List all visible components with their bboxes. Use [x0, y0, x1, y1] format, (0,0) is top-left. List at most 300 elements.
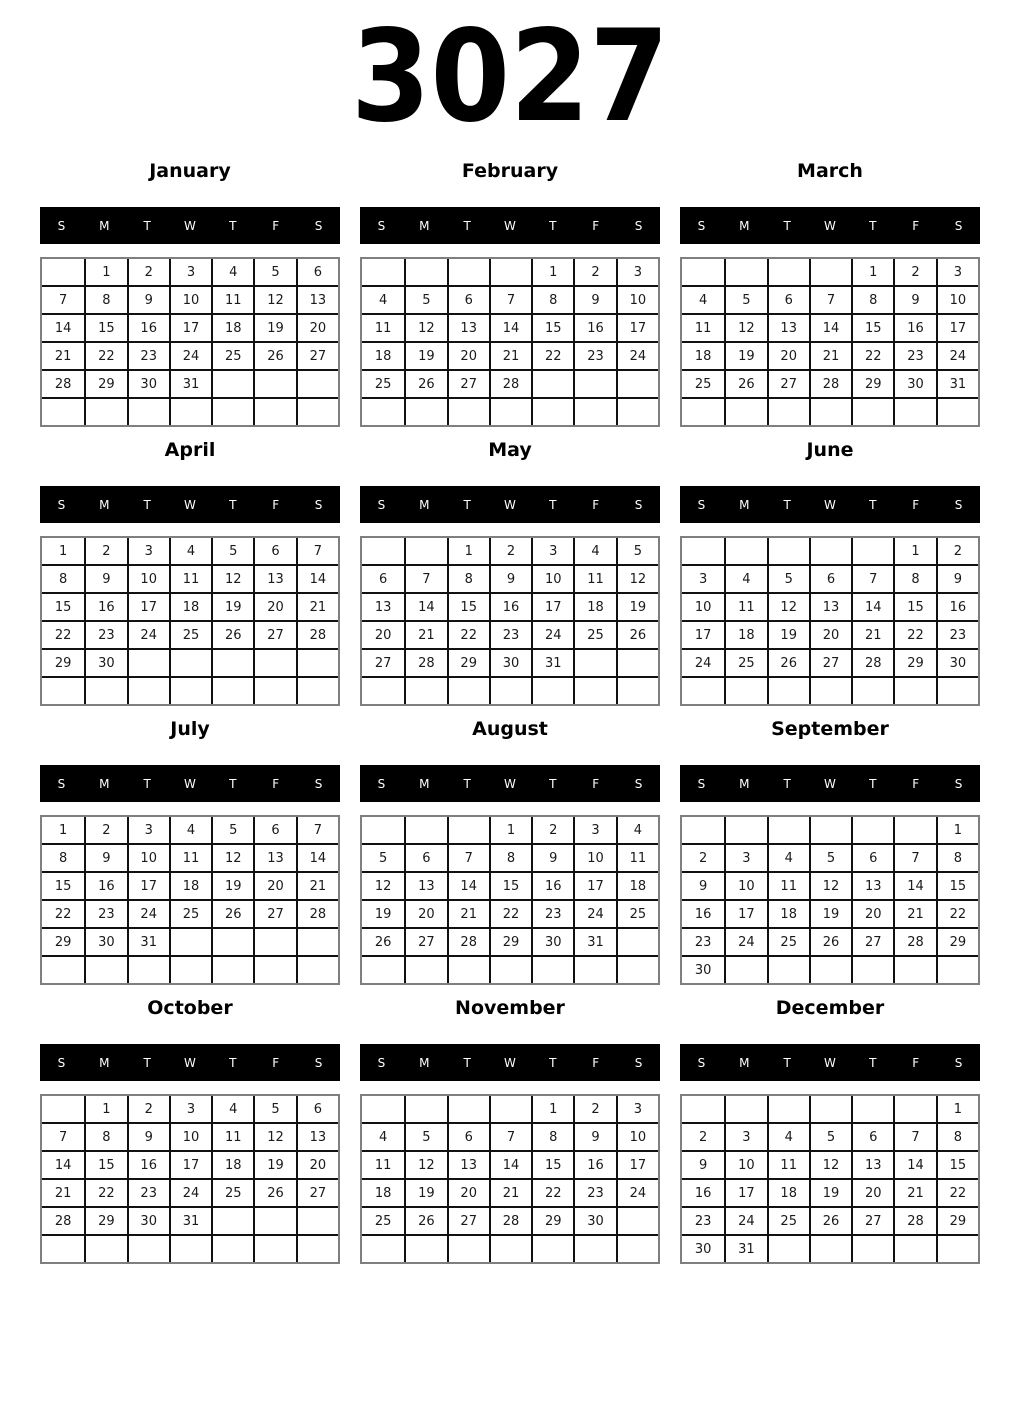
day-cell: 17 [169, 313, 211, 341]
day-cell: 12 [724, 313, 766, 341]
day-of-week-label: S [314, 776, 323, 791]
day-cell: 18 [169, 592, 211, 620]
day-cell: 6 [253, 817, 295, 843]
day-cell: 26 [211, 899, 253, 927]
week-row [682, 955, 978, 983]
day-cell: 12 [404, 1150, 446, 1178]
day-cell: 11 [767, 871, 809, 899]
month-title: November [455, 997, 565, 1019]
day-cell: 15 [84, 1150, 126, 1178]
empty-day-cell [404, 676, 446, 704]
day-cell: 30 [893, 369, 935, 397]
day-cell: 7 [447, 843, 489, 871]
day-of-week-label: F [592, 497, 600, 512]
day-cell: 29 [531, 1206, 573, 1234]
day-cell: 8 [936, 843, 978, 871]
day-cell: 2 [936, 538, 978, 564]
day-of-week-label: F [592, 1055, 600, 1070]
day-cell: 3 [616, 1096, 658, 1122]
day-cell: 12 [253, 285, 295, 313]
day-of-week-label: M [99, 776, 110, 791]
day-cell: 3 [127, 817, 169, 843]
day-cell: 3 [573, 817, 615, 843]
day-cell: 5 [362, 843, 404, 871]
week-row [682, 620, 978, 648]
day-cell: 11 [169, 564, 211, 592]
week-row [362, 871, 658, 899]
day-cell: 13 [253, 564, 295, 592]
empty-day-cell [724, 259, 766, 285]
empty-day-cell [851, 538, 893, 564]
day-cell: 23 [489, 620, 531, 648]
day-cell: 7 [893, 1122, 935, 1150]
day-of-week-label: F [272, 776, 280, 791]
day-of-week-label: S [377, 1055, 386, 1070]
day-cell: 23 [573, 341, 615, 369]
day-of-week-label: T [143, 497, 151, 512]
day-cell: 16 [936, 592, 978, 620]
week-row [42, 817, 338, 843]
day-cell: 15 [893, 592, 935, 620]
day-cell: 21 [404, 620, 446, 648]
week-row [362, 927, 658, 955]
empty-day-cell [767, 955, 809, 983]
day-of-week-label: S [634, 497, 643, 512]
month-august [360, 716, 660, 985]
day-cell: 30 [127, 369, 169, 397]
empty-day-cell [616, 955, 658, 983]
empty-day-cell [851, 397, 893, 425]
day-cell: 10 [573, 843, 615, 871]
week-row [42, 538, 338, 564]
month-november [360, 995, 660, 1264]
day-cell: 22 [893, 620, 935, 648]
week-row [42, 564, 338, 592]
day-cell: 20 [767, 341, 809, 369]
day-of-week-label: T [549, 776, 557, 791]
empty-day-cell [42, 259, 84, 285]
week-row [42, 620, 338, 648]
day-cell: 14 [893, 1150, 935, 1178]
day-cell: 21 [296, 592, 338, 620]
empty-day-cell [211, 397, 253, 425]
day-cell: 31 [169, 369, 211, 397]
day-cell: 2 [893, 259, 935, 285]
day-of-week-label: M [419, 497, 430, 512]
day-of-week-header [40, 486, 340, 523]
month-grid [360, 815, 660, 985]
day-cell: 26 [724, 369, 766, 397]
empty-day-cell [211, 369, 253, 397]
day-cell: 21 [893, 1178, 935, 1206]
week-row [42, 1234, 338, 1262]
day-cell: 7 [42, 285, 84, 313]
day-cell: 6 [767, 285, 809, 313]
empty-day-cell [809, 817, 851, 843]
day-cell: 19 [253, 1150, 295, 1178]
empty-day-cell [767, 538, 809, 564]
day-cell: 13 [851, 1150, 893, 1178]
day-cell: 24 [169, 341, 211, 369]
empty-day-cell [169, 676, 211, 704]
day-cell: 12 [211, 564, 253, 592]
day-of-week-header [40, 1044, 340, 1081]
day-cell: 11 [362, 1150, 404, 1178]
day-cell: 10 [169, 285, 211, 313]
day-cell: 20 [851, 899, 893, 927]
day-cell: 8 [489, 843, 531, 871]
day-of-week-label: S [57, 218, 66, 233]
week-row [362, 592, 658, 620]
day-of-week-label: S [634, 1055, 643, 1070]
empty-day-cell [42, 955, 84, 983]
day-of-week-label: S [57, 497, 66, 512]
day-cell: 2 [573, 259, 615, 285]
empty-day-cell [447, 676, 489, 704]
day-cell: 16 [682, 1178, 724, 1206]
day-cell: 7 [296, 817, 338, 843]
empty-day-cell [531, 369, 573, 397]
day-cell: 17 [127, 871, 169, 899]
empty-day-cell [296, 676, 338, 704]
week-row [42, 285, 338, 313]
day-cell: 25 [211, 341, 253, 369]
month-title: September [771, 718, 889, 740]
months-grid [0, 158, 1020, 1264]
empty-day-cell [573, 648, 615, 676]
week-row [682, 1178, 978, 1206]
empty-day-cell [296, 397, 338, 425]
day-cell: 18 [211, 1150, 253, 1178]
day-of-week-label: T [549, 497, 557, 512]
month-title: June [806, 439, 854, 461]
day-cell: 30 [84, 927, 126, 955]
empty-day-cell [169, 648, 211, 676]
day-cell: 12 [809, 1150, 851, 1178]
day-of-week-label: W [504, 497, 516, 512]
week-row [362, 564, 658, 592]
week-row [42, 592, 338, 620]
empty-day-cell [169, 397, 211, 425]
empty-day-cell [84, 1234, 126, 1262]
day-cell: 8 [936, 1122, 978, 1150]
day-cell: 7 [404, 564, 446, 592]
day-cell: 6 [851, 1122, 893, 1150]
day-cell: 17 [127, 592, 169, 620]
day-cell: 30 [84, 648, 126, 676]
empty-day-cell [531, 1234, 573, 1262]
empty-day-cell [893, 1096, 935, 1122]
empty-day-cell [851, 676, 893, 704]
day-cell: 20 [447, 1178, 489, 1206]
day-cell: 6 [253, 538, 295, 564]
day-cell: 13 [447, 313, 489, 341]
week-row [362, 955, 658, 983]
day-of-week-label: T [229, 776, 237, 791]
empty-day-cell [936, 397, 978, 425]
week-row [682, 927, 978, 955]
week-row [42, 1206, 338, 1234]
day-cell: 27 [362, 648, 404, 676]
day-of-week-label: S [954, 776, 963, 791]
day-cell: 17 [573, 871, 615, 899]
week-row [682, 1096, 978, 1122]
day-cell: 2 [127, 1096, 169, 1122]
day-cell: 16 [531, 871, 573, 899]
day-cell: 4 [211, 259, 253, 285]
empty-day-cell [404, 955, 446, 983]
month-july [40, 716, 340, 985]
day-cell: 8 [84, 1122, 126, 1150]
day-of-week-header [40, 207, 340, 244]
day-of-week-label: T [783, 218, 791, 233]
day-cell: 17 [936, 313, 978, 341]
day-cell: 21 [447, 899, 489, 927]
day-cell: 23 [893, 341, 935, 369]
empty-day-cell [616, 676, 658, 704]
day-of-week-label: T [229, 218, 237, 233]
day-of-week-label: S [634, 776, 643, 791]
week-row [682, 397, 978, 425]
week-row [682, 313, 978, 341]
day-cell: 14 [42, 313, 84, 341]
empty-day-cell [616, 397, 658, 425]
week-row [362, 259, 658, 285]
empty-day-cell [253, 1206, 295, 1234]
empty-day-cell [42, 1234, 84, 1262]
day-cell: 3 [682, 564, 724, 592]
day-cell: 13 [296, 1122, 338, 1150]
day-cell: 9 [84, 843, 126, 871]
day-cell: 1 [84, 259, 126, 285]
day-cell: 15 [936, 871, 978, 899]
empty-day-cell [616, 648, 658, 676]
day-of-week-label: T [549, 1055, 557, 1070]
day-of-week-label: F [912, 1055, 920, 1070]
day-cell: 11 [682, 313, 724, 341]
day-cell: 3 [169, 1096, 211, 1122]
day-cell: 20 [851, 1178, 893, 1206]
day-cell: 26 [362, 927, 404, 955]
day-cell: 26 [404, 369, 446, 397]
day-cell: 29 [851, 369, 893, 397]
day-of-week-label: T [143, 776, 151, 791]
day-of-week-label: S [57, 1055, 66, 1070]
calendar-page [0, 2, 1020, 1264]
day-cell: 15 [489, 871, 531, 899]
empty-day-cell [253, 955, 295, 983]
day-cell: 5 [404, 285, 446, 313]
week-row [362, 1122, 658, 1150]
day-cell: 30 [573, 1206, 615, 1234]
week-row [42, 843, 338, 871]
day-of-week-label: W [824, 218, 836, 233]
day-cell: 19 [404, 1178, 446, 1206]
day-of-week-header [360, 486, 660, 523]
week-row [42, 927, 338, 955]
day-of-week-header [680, 486, 980, 523]
empty-day-cell [211, 927, 253, 955]
day-of-week-label: W [504, 776, 516, 791]
week-row [362, 1178, 658, 1206]
day-of-week-label: T [549, 218, 557, 233]
empty-day-cell [616, 369, 658, 397]
day-cell: 22 [851, 341, 893, 369]
day-cell: 14 [296, 564, 338, 592]
day-cell: 17 [531, 592, 573, 620]
day-of-week-label: F [272, 218, 280, 233]
day-cell: 26 [404, 1206, 446, 1234]
month-january [40, 158, 340, 427]
week-row [682, 538, 978, 564]
month-title: March [797, 160, 863, 182]
week-row [42, 259, 338, 285]
day-cell: 22 [531, 341, 573, 369]
day-cell: 8 [531, 1122, 573, 1150]
day-cell: 28 [489, 1206, 531, 1234]
empty-day-cell [573, 1234, 615, 1262]
day-cell: 26 [809, 1206, 851, 1234]
month-grid [40, 1094, 340, 1264]
empty-day-cell [893, 397, 935, 425]
day-of-week-label: F [912, 218, 920, 233]
day-cell: 27 [253, 620, 295, 648]
month-june [680, 437, 980, 706]
day-cell: 7 [489, 285, 531, 313]
empty-day-cell [809, 259, 851, 285]
day-cell: 1 [489, 817, 531, 843]
day-cell: 2 [531, 817, 573, 843]
empty-day-cell [573, 369, 615, 397]
week-row [362, 843, 658, 871]
empty-day-cell [489, 259, 531, 285]
day-cell: 20 [253, 871, 295, 899]
empty-day-cell [851, 1234, 893, 1262]
day-cell: 11 [211, 1122, 253, 1150]
day-cell: 21 [42, 341, 84, 369]
day-of-week-label: T [783, 776, 791, 791]
day-of-week-header [360, 1044, 660, 1081]
day-cell: 14 [447, 871, 489, 899]
day-cell: 31 [573, 927, 615, 955]
day-cell: 27 [404, 927, 446, 955]
day-cell: 5 [809, 843, 851, 871]
day-cell: 5 [211, 538, 253, 564]
day-of-week-label: F [592, 776, 600, 791]
day-cell: 24 [616, 341, 658, 369]
week-row [362, 538, 658, 564]
week-row [682, 648, 978, 676]
empty-day-cell [404, 1096, 446, 1122]
day-of-week-label: M [99, 497, 110, 512]
day-cell: 29 [42, 648, 84, 676]
month-march [680, 158, 980, 427]
day-cell: 26 [616, 620, 658, 648]
day-cell: 24 [127, 620, 169, 648]
day-cell: 22 [84, 1178, 126, 1206]
day-cell: 26 [253, 1178, 295, 1206]
empty-day-cell [724, 538, 766, 564]
day-cell: 9 [682, 871, 724, 899]
day-cell: 9 [893, 285, 935, 313]
empty-day-cell [724, 955, 766, 983]
day-cell: 26 [809, 927, 851, 955]
empty-day-cell [447, 397, 489, 425]
day-cell: 6 [809, 564, 851, 592]
day-cell: 25 [211, 1178, 253, 1206]
day-cell: 23 [936, 620, 978, 648]
month-grid [680, 257, 980, 427]
day-cell: 5 [767, 564, 809, 592]
day-cell: 25 [616, 899, 658, 927]
day-cell: 16 [893, 313, 935, 341]
day-cell: 21 [809, 341, 851, 369]
day-of-week-header [680, 765, 980, 802]
empty-day-cell [296, 955, 338, 983]
month-title: December [775, 997, 885, 1019]
day-cell: 20 [296, 313, 338, 341]
empty-day-cell [404, 397, 446, 425]
week-row [42, 341, 338, 369]
month-grid [360, 1094, 660, 1264]
day-of-week-header [680, 207, 980, 244]
month-may [360, 437, 660, 706]
empty-day-cell [767, 259, 809, 285]
day-cell: 1 [59, 822, 68, 838]
empty-day-cell [127, 1234, 169, 1262]
empty-day-cell [809, 676, 851, 704]
day-cell: 28 [489, 369, 531, 397]
empty-day-cell [253, 927, 295, 955]
day-cell: 24 [616, 1178, 658, 1206]
empty-day-cell [42, 397, 84, 425]
empty-day-cell [404, 259, 446, 285]
empty-day-cell [127, 648, 169, 676]
day-cell: 22 [489, 899, 531, 927]
day-cell: 2 [84, 538, 126, 564]
day-cell: 23 [682, 927, 724, 955]
empty-day-cell [682, 259, 724, 285]
day-of-week-label: W [184, 218, 196, 233]
empty-day-cell [851, 1096, 893, 1122]
day-cell: 3 [616, 259, 658, 285]
empty-day-cell [809, 1234, 851, 1262]
empty-day-cell [253, 1234, 295, 1262]
day-cell: 14 [489, 313, 531, 341]
day-cell: 10 [531, 564, 573, 592]
day-cell: 12 [362, 871, 404, 899]
empty-day-cell [616, 1234, 658, 1262]
day-cell: 18 [211, 313, 253, 341]
week-row [682, 871, 978, 899]
empty-day-cell [893, 676, 935, 704]
day-cell: 3 [127, 538, 169, 564]
day-of-week-label: T [229, 1055, 237, 1070]
day-cell: 1 [447, 538, 489, 564]
empty-day-cell [616, 1206, 658, 1234]
empty-day-cell [809, 538, 851, 564]
week-row [42, 871, 338, 899]
week-row [682, 341, 978, 369]
week-row [682, 259, 978, 285]
day-cell: 6 [851, 843, 893, 871]
day-cell: 21 [893, 899, 935, 927]
month-grid [360, 536, 660, 706]
empty-day-cell [296, 369, 338, 397]
day-cell: 4 [362, 285, 404, 313]
week-row [682, 369, 978, 397]
day-cell: 13 [404, 871, 446, 899]
